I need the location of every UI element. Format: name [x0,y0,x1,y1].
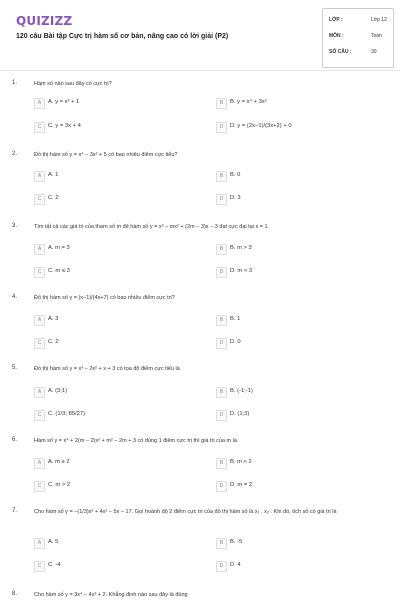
option-text: A. m = 3 [48,245,70,251]
question-number: 6. [12,437,18,443]
option-letter: B [216,315,227,326]
option-text: D. m = 2 [230,482,253,488]
question-number: 8. [12,591,18,597]
question-number: 4. [12,294,18,300]
option-text: D. 0 [230,339,241,345]
option-letter: A [34,538,45,549]
option-letter: D [216,122,227,133]
option-text: A. y = x³ + 1 [48,99,80,105]
question-number: 2. [12,151,18,157]
question-text: Đồ thị hàm số y = (x−1)/(4x+7) có bao nhiêu điểm cực trị? [34,295,175,301]
info-value: 30 [371,49,377,55]
option-letter: B [216,98,227,109]
header-divider [0,70,400,71]
page-header [0,0,400,70]
option-letter: D [216,194,227,205]
option-text: A. m ≥ 2 [48,459,70,465]
option-text: B. -5 [230,539,243,545]
option-letter: C [34,194,45,205]
info-key: MÔN : [329,33,344,39]
option-text: C. -4 [48,562,61,568]
question-text: Đồ thị hàm số y = x³ − 2x² + x + 3 có tọa độ điểm cực tiểu là [34,366,180,372]
option-text: D. m < 3 [230,268,253,274]
option-letter: A [34,458,45,469]
option-letter: C [34,122,45,133]
option-letter: C [34,481,45,492]
option-letter: D [216,338,227,349]
question-text: Cho hàm số y = 3x⁴ − 4x³ + 2. Khẳng định nào sau đây là đúng [34,592,188,598]
option-text: C. 2 [48,339,59,345]
option-letter: D [216,481,227,492]
option-letter: A [34,171,45,182]
option-letter: C [34,267,45,278]
option-text: D. y = (2x−1)/(3x+2) + 0 [230,123,292,129]
option-text: A. 5 [48,539,59,545]
option-letter: D [216,561,227,572]
question-text: Cho hàm số y = −(1/3)x³ + 4x² − 5x − 17. Gọi hoành độ 2 điểm cực trị của đồ thị hàm số là x₁ , x₂ . Khi đó, tích số có giá trị là [34,509,337,515]
info-key: LỚP : [329,17,343,23]
option-text: D. 3 [230,195,241,201]
option-text: C. m > 2 [48,482,71,488]
option-text: C. y = 3x + 4 [48,123,81,129]
option-letter: B [216,387,227,398]
option-letter: B [216,244,227,255]
option-letter: A [34,98,45,109]
question-number: 5. [12,365,18,371]
option-text: B. y = x⁴ + 3x² [230,99,267,105]
option-text: A. 3 [48,316,59,322]
option-letter: A [34,244,45,255]
info-value: Toán [371,33,382,39]
option-letter: B [216,171,227,182]
option-text: C. 2 [48,195,59,201]
option-text: D. (1;3) [230,411,250,417]
option-text: C. m ≤ 3 [48,268,70,274]
option-text: A. 1 [48,172,59,178]
option-letter: C [34,338,45,349]
question-number: 3. [12,223,18,229]
question-text: Hàm số y = x⁴ + 2(m − 2)x² + m² − 2m + 3 có đúng 1 điểm cực trị thì giá trị của m là [34,438,237,444]
option-letter: A [34,387,45,398]
info-box [322,8,394,68]
option-letter: C [34,561,45,572]
page-title: 120 câu Bài tập Cực trị hàm số cơ bản, nâng cao có lời giải (P2) [16,33,229,40]
option-text: B. m < 2 [230,459,252,465]
option-text: B. m > 3 [230,245,252,251]
option-text: B. 0 [230,172,241,178]
option-letter: B [216,458,227,469]
question-text: Hàm số nào sau đây có cực trị? [34,81,112,87]
option-letter: D [216,410,227,421]
question-text: Đồ thị hàm số y = x⁴ − 3x² + 5 có bao nhiêu điểm cực tiểu? [34,152,178,158]
question-text: Tìm tất cả các giá trị của tham số m để hàm số y = x³ − mx² + (2m − 3)x − 3 đạt cực đại tại x = 1 [34,224,268,230]
option-text: B. (-1;-1) [230,388,253,394]
option-text: B. 1 [230,316,241,322]
question-number: 7. [12,508,18,514]
option-text: A. (3;1) [48,388,68,394]
option-letter: B [216,538,227,549]
info-key: SỐ CÂU : [329,49,352,55]
quizizz-logo: QUIZIZZ [16,14,73,28]
option-letter: A [34,315,45,326]
question-number: 1. [12,80,18,86]
option-letter: C [34,410,45,421]
option-letter: D [216,267,227,278]
option-text: C. (1/3; 85/27) [48,411,86,417]
info-value: Lớp 12 [371,17,387,23]
option-text: D. 4 [230,562,241,568]
